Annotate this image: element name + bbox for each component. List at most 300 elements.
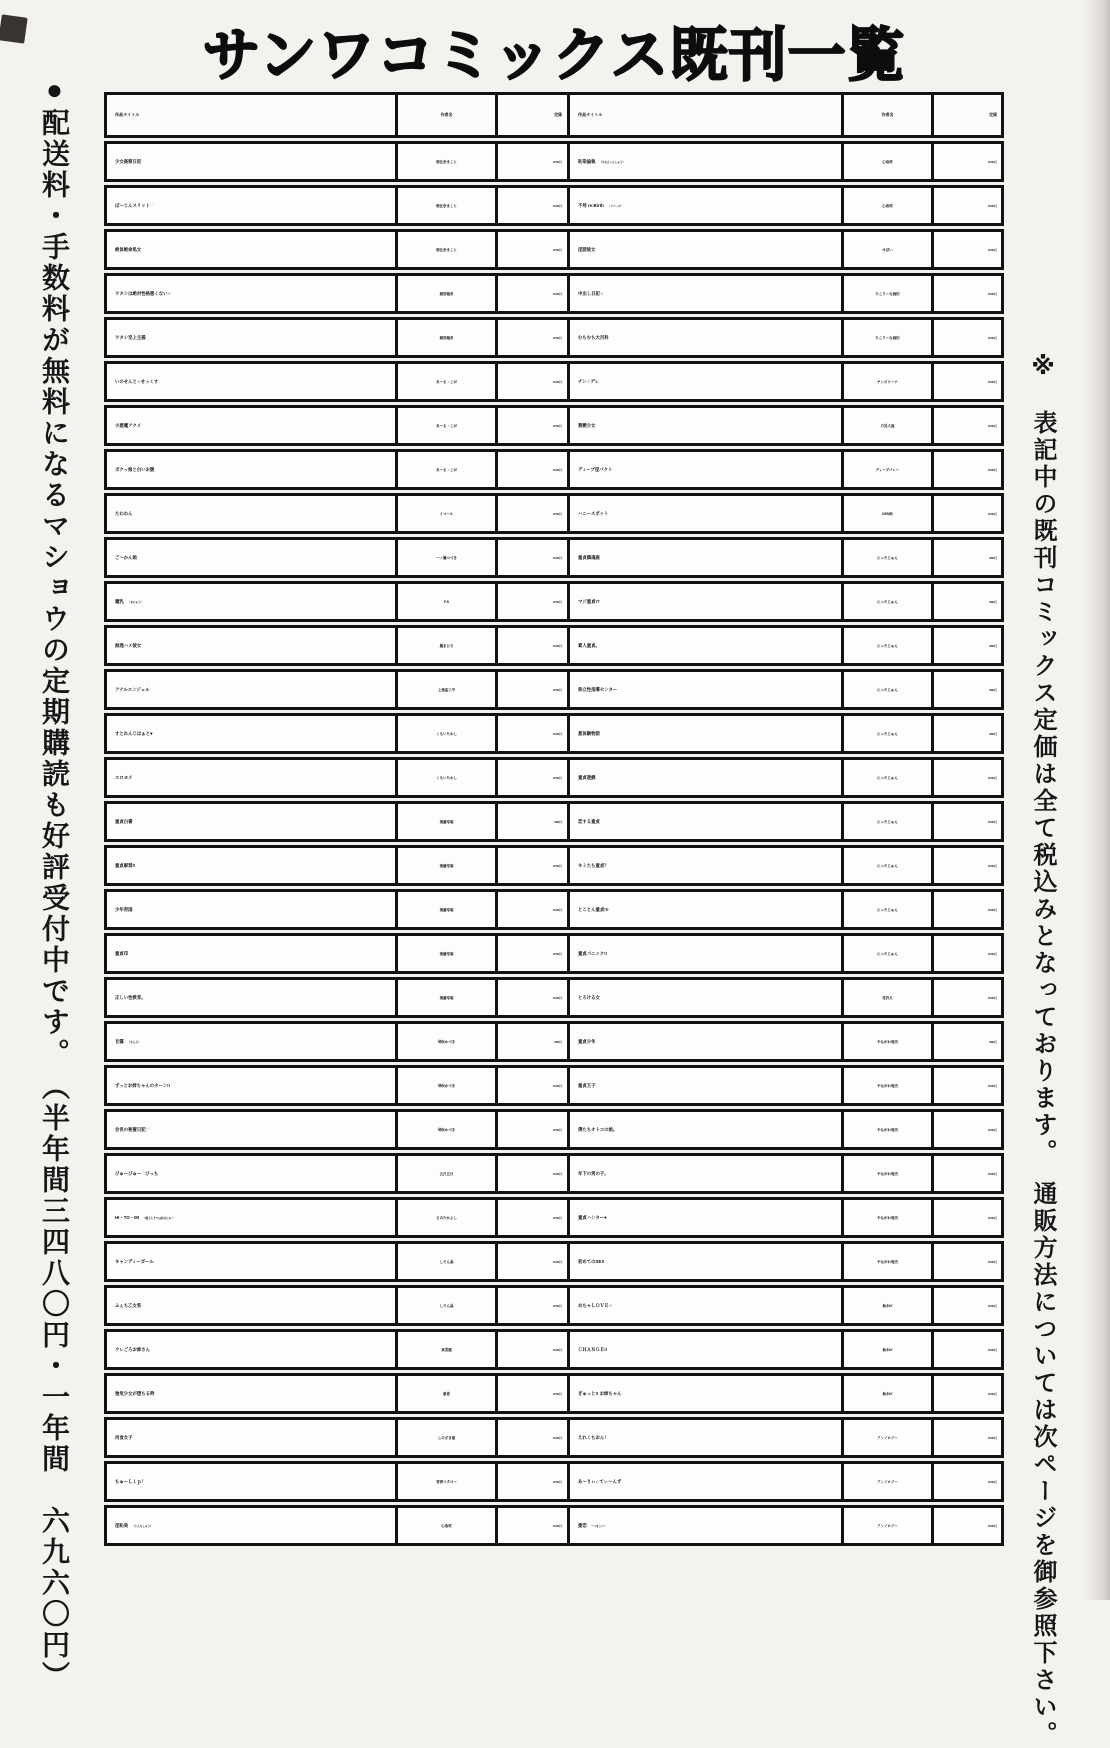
author-cell-left <box>395 936 495 971</box>
author-cell-left <box>395 408 495 443</box>
price-cell-left <box>495 188 567 223</box>
price-value: 1000円 <box>552 599 562 604</box>
price-cell-right <box>931 320 1001 355</box>
title-cell-left <box>107 980 395 1015</box>
price-cell-left <box>495 1332 567 1367</box>
title-text: とろける女 <box>578 994 600 1000</box>
price-cell-left <box>495 584 567 619</box>
author-cell-left <box>395 1068 495 1103</box>
title-text: ワタシ至上主義 <box>115 334 146 340</box>
title-cell-left <box>107 188 395 223</box>
title-text: 童貞遊戯 <box>578 774 596 780</box>
price-value: 1000円 <box>987 1171 997 1176</box>
price-value: 1000円 <box>552 467 562 472</box>
title-text: 童貞パニック!! <box>578 950 607 956</box>
table-body <box>104 141 1004 1546</box>
price-value: 980円 <box>989 599 997 604</box>
title-cell-left <box>107 144 395 179</box>
author-cell-right <box>841 892 931 927</box>
title-cell-left <box>107 760 395 795</box>
price-cell-right <box>931 1376 1001 1411</box>
scan-artifact-mark <box>0 14 28 43</box>
author-name: 宵野コタロー <box>436 1480 457 1484</box>
title-text: 不埒 re:Birth <box>578 202 604 208</box>
author-name: 朝比奈まこと <box>436 204 457 208</box>
author-name: 後藤寿庵 <box>439 952 454 956</box>
table-row <box>104 1109 1004 1150</box>
title-cell-right <box>567 760 841 795</box>
price-value: 1000円 <box>987 1523 997 1528</box>
header-title-left: 作品タイトル <box>115 112 140 117</box>
table-row <box>104 1021 1004 1062</box>
table-row <box>104 1329 1004 1370</box>
title-text: 初めてのSEX <box>578 1258 605 1264</box>
author-cell-right <box>841 1420 931 1455</box>
table-row <box>104 889 1004 930</box>
author-name: にったじゅん <box>877 952 898 956</box>
price-value: 1000円 <box>552 863 562 868</box>
author-name: にったじゅん <box>877 732 898 736</box>
price-value: 1000円 <box>987 335 997 340</box>
title-text: あ〜りぃ☆てぃ〜んず <box>578 1478 622 1484</box>
title-cell-left <box>107 892 395 927</box>
price-cell-right <box>931 364 1001 399</box>
price-value: 1000円 <box>552 687 562 692</box>
price-value: 1000円 <box>987 511 997 516</box>
price-cell-left <box>495 892 567 927</box>
price-value: 1000円 <box>552 907 562 912</box>
author-cell-left <box>395 760 495 795</box>
author-name: 綾那瑞奇 <box>439 336 454 340</box>
author-name: 後藤寿庵 <box>439 996 454 1000</box>
price-value: 1000円 <box>987 467 997 472</box>
price-cell-left <box>495 1156 567 1191</box>
price-cell-right <box>931 1068 1001 1103</box>
price-value: 1000円 <box>987 291 997 296</box>
title-cell-left <box>107 804 395 839</box>
price-value: 1000円 <box>987 379 997 384</box>
price-value: 1000円 <box>552 1259 562 1264</box>
author-cell-right <box>841 1112 931 1147</box>
title-cell-right <box>567 1200 841 1235</box>
price-cell-left <box>495 408 567 443</box>
title-text: ば〜じんスリット♡ <box>115 202 154 208</box>
price-value: 980円 <box>989 555 997 560</box>
price-value: 1000円 <box>552 1523 562 1528</box>
title-cell-right <box>567 1112 841 1147</box>
table-row <box>104 625 1004 666</box>
title-cell-right <box>567 628 841 663</box>
title-text: ディープ淫パクト <box>578 466 613 472</box>
author-cell-right <box>841 1024 931 1059</box>
price-value: 1000円 <box>552 1171 562 1176</box>
author-cell-right <box>841 936 931 971</box>
author-name: 月見大福 <box>880 424 895 428</box>
author-cell-right <box>841 1288 931 1323</box>
title-cell-right <box>567 1332 841 1367</box>
title-cell-left <box>107 1156 395 1191</box>
author-name: アンソロジー <box>877 1436 898 1440</box>
price-cell-right <box>931 848 1001 883</box>
price-value: 980円 <box>989 731 997 736</box>
author-name: たこりーな画伯 <box>875 336 900 340</box>
title-text: とことん童貞!!! <box>578 906 609 912</box>
title-cell-left <box>107 452 395 487</box>
table-row <box>104 185 1004 226</box>
table-row <box>104 229 1004 270</box>
title-text: 年下の男の子。 <box>578 1170 609 1176</box>
title-text: 童貞印 <box>115 950 129 956</box>
price-value: 1000円 <box>552 379 562 384</box>
title-text: 甘露 <box>115 1038 124 1044</box>
title-text: 童貞鎮魂姦 <box>578 554 600 560</box>
author-cell-left <box>395 716 495 751</box>
author-name: たこりーな画伯 <box>875 292 900 296</box>
author-cell-right <box>841 848 931 883</box>
price-cell-right <box>931 1288 1001 1323</box>
author-cell-left <box>395 804 495 839</box>
tax-note-vertical: ※ 表記中の既刊コミックス定価は全て税込みとなっております。 通販方法については次ページを御参照下さい。 <box>1029 352 1056 1748</box>
price-cell-left <box>495 364 567 399</box>
price-value: 1000円 <box>552 1215 562 1220</box>
table-row <box>104 669 1004 710</box>
title-text: 魔乳 <box>115 598 124 604</box>
title-text: 小悪魔アクメ <box>115 422 142 428</box>
table-row <box>104 933 1004 974</box>
author-cell-left <box>395 1244 495 1279</box>
table-row <box>104 1461 1004 1502</box>
title-cell-right <box>567 892 841 927</box>
subscription-note-vertical: ●配送料・手数料が無料になるマショウの定期購読も好評受付中です。 （半年間三四八〇円・一年間 六九六〇円） <box>39 74 70 1692</box>
price-cell-right <box>931 1420 1001 1455</box>
author-name: 鳳まひろ <box>439 644 454 648</box>
price-value: 1000円 <box>987 1347 997 1352</box>
author-name: やながわ理央 <box>877 1040 898 1044</box>
author-name: やながわ理央 <box>877 1260 898 1264</box>
title-text: ぎゅっと!! お姉ちゃん <box>578 1390 622 1396</box>
price-value: 1000円 <box>552 159 562 164</box>
title-cell-right <box>567 408 841 443</box>
author-name: 東雲龍 <box>441 1348 452 1352</box>
title-cell-right <box>567 672 841 707</box>
table-row <box>104 581 1004 622</box>
table-row <box>104 493 1004 534</box>
title-text: キャンディーガール <box>115 1258 154 1264</box>
author-name: 一ノ瀬つづき <box>436 556 457 560</box>
price-value: 1000円 <box>552 555 562 560</box>
author-name: くもいたかし <box>436 732 457 736</box>
table-row <box>104 273 1004 314</box>
price-cell-right <box>931 1332 1001 1367</box>
author-cell-right <box>841 628 931 663</box>
price-cell-left <box>495 144 567 179</box>
price-cell-left <box>495 672 567 707</box>
title-text: ご〜かん娘 <box>115 554 137 560</box>
title-cell-right <box>567 1420 841 1455</box>
title-cell-left <box>107 1508 395 1543</box>
price-cell-right <box>931 232 1001 267</box>
table-row <box>104 537 1004 578</box>
author-cell-right <box>841 188 931 223</box>
title-text: 県立性指導センター <box>578 686 618 692</box>
price-value: 1000円 <box>552 731 562 736</box>
title-cell-right <box>567 848 841 883</box>
title-cell-left <box>107 936 395 971</box>
table-row <box>104 801 1004 842</box>
title-reading: （リバース） <box>607 204 623 208</box>
price-value: 1000円 <box>552 335 562 340</box>
price-cell-left <box>495 320 567 355</box>
title-cell-right <box>567 364 841 399</box>
price-cell-left <box>495 1112 567 1147</box>
price-value: 1000円 <box>552 1303 562 1308</box>
title-text: 中出し日記☆ <box>578 290 604 296</box>
title-cell-left <box>107 716 395 751</box>
author-cell-left <box>395 1420 495 1455</box>
author-name: 心島咲 <box>882 204 893 208</box>
title-cell-right <box>567 980 841 1015</box>
table-row <box>104 449 1004 490</box>
title-cell-left <box>107 364 395 399</box>
author-cell-right <box>841 716 931 751</box>
author-cell-left <box>395 320 495 355</box>
price-value: 980円 <box>989 643 997 648</box>
title-cell-left <box>107 1068 395 1103</box>
table-row <box>104 361 1004 402</box>
price-value: 1000円 <box>552 1435 562 1440</box>
author-cell-right <box>841 980 931 1015</box>
author-cell-left <box>395 892 495 927</box>
title-cell-left <box>107 1420 395 1455</box>
author-cell-right <box>841 672 931 707</box>
author-cell-right <box>841 320 931 355</box>
title-text: 猥褻少女 <box>578 422 596 428</box>
title-text: 正しい性教育。 <box>115 994 146 1000</box>
price-value: 1000円 <box>987 159 997 164</box>
title-text: 童貞王子 <box>578 1082 596 1088</box>
price-cell-right <box>931 1156 1001 1191</box>
price-value: 1000円 <box>987 1435 997 1440</box>
title-text: 恋する童貞 <box>578 818 600 824</box>
author-name: 後藤寿庵 <box>439 820 454 824</box>
price-value: 1000円 <box>552 511 562 516</box>
title-text: 少女姦察日記 <box>115 158 142 164</box>
author-cell-left <box>395 188 495 223</box>
price-value: 1000円 <box>552 1391 562 1396</box>
author-name: 柚木N' <box>882 1392 893 1396</box>
title-text: 童貞ハンター♥ <box>578 1214 607 1220</box>
price-cell-left <box>495 232 567 267</box>
author-name: 琴吹かづき <box>437 1040 456 1044</box>
author-cell-left <box>395 584 495 619</box>
title-text: 童貞白書 <box>115 818 133 824</box>
price-cell-right <box>931 760 1001 795</box>
table-row <box>104 405 1004 446</box>
price-cell-right <box>931 188 1001 223</box>
author-name: にったじゅん <box>877 600 898 604</box>
header-author-right: 作者名 <box>841 95 931 135</box>
title-text: ウレごろお姉さん <box>115 1346 150 1352</box>
title-text: キミたち童貞？ <box>578 862 609 868</box>
author-name: にったじゅん <box>877 776 898 780</box>
author-name: 柚木N' <box>882 1348 893 1352</box>
author-name: イコール <box>439 512 454 516</box>
title-cell-left <box>107 584 395 619</box>
title-text: 童貞少年 <box>578 1038 596 1044</box>
author-cell-right <box>841 760 931 795</box>
author-cell-right <box>841 540 931 575</box>
price-cell-left <box>495 540 567 575</box>
price-cell-right <box>931 540 1001 575</box>
title-text: チン☆デレ <box>578 378 600 384</box>
table-row <box>104 845 1004 886</box>
price-cell-left <box>495 1068 567 1103</box>
author-name: 花沢太 <box>882 996 893 1000</box>
price-value: 1000円 <box>552 423 562 428</box>
author-name: さのたかよし <box>436 1216 457 1220</box>
author-cell-right <box>841 584 931 619</box>
author-name: やながわ理央 <box>877 1172 898 1176</box>
price-cell-left <box>495 1464 567 1499</box>
title-reading: （いんちしゅう） <box>132 1524 153 1528</box>
author-name: やながわ理央 <box>877 1216 898 1220</box>
price-cell-right <box>931 144 1001 179</box>
title-cell-left <box>107 1112 395 1147</box>
table-row <box>104 1153 1004 1194</box>
page-title: サンワコミックス既刊一覧 <box>202 23 906 88</box>
price-cell-left <box>495 804 567 839</box>
title-cell-right <box>567 1376 841 1411</box>
title-cell-right <box>567 936 841 971</box>
title-text: 妻恋 <box>578 1522 587 1528</box>
price-value: 1000円 <box>552 995 562 1000</box>
author-name: 柚木N' <box>882 1304 893 1308</box>
price-cell-right <box>931 1508 1001 1543</box>
title-text: HI・TO・MI <box>115 1214 139 1220</box>
price-cell-right <box>931 1200 1001 1235</box>
title-cell-right <box>567 1244 841 1279</box>
price-value: 1000円 <box>552 775 562 780</box>
title-text: 無理ハメ彼女 <box>115 642 142 648</box>
author-cell-left <box>395 540 495 575</box>
price-value: 1000円 <box>987 1127 997 1132</box>
table-row <box>104 1373 1004 1414</box>
author-cell-left <box>395 232 495 267</box>
price-value: 1000円 <box>552 1127 562 1132</box>
title-text: 童貞解禁!! <box>115 862 136 868</box>
author-cell-right <box>841 1244 931 1279</box>
price-cell-left <box>495 496 567 531</box>
title-cell-left <box>107 496 395 531</box>
price-cell-left <box>495 760 567 795</box>
price-value: 1000円 <box>987 1479 997 1484</box>
table-row <box>104 757 1004 798</box>
price-cell-left <box>495 716 567 751</box>
price-cell-right <box>931 1024 1001 1059</box>
author-name: にったじゅん <box>877 864 898 868</box>
price-cell-right <box>931 1112 1001 1147</box>
title-cell-right <box>567 1464 841 1499</box>
author-cell-right <box>841 408 931 443</box>
author-name: あ〜る・こが <box>436 424 457 428</box>
author-name: アンソロジー <box>877 1524 898 1528</box>
price-value: 1000円 <box>987 1259 997 1264</box>
title-cell-left <box>107 320 395 355</box>
author-name: せぼい <box>882 248 893 252</box>
price-value: 1000円 <box>987 1391 997 1396</box>
title-cell-left <box>107 1244 395 1279</box>
price-cell-left <box>495 1288 567 1323</box>
title-text: ＣＨＡＮＧＥ!! <box>578 1346 608 1352</box>
table-row <box>104 713 1004 754</box>
author-cell-right <box>841 1200 931 1235</box>
price-cell-left <box>495 276 567 311</box>
author-cell-left <box>395 1200 495 1235</box>
title-cell-left <box>107 1376 395 1411</box>
title-cell-right <box>567 1024 841 1059</box>
title-text: 少年帝国 <box>115 906 133 912</box>
title-cell-left <box>107 276 395 311</box>
title-cell-left <box>107 628 395 663</box>
price-cell-left <box>495 980 567 1015</box>
author-cell-left <box>395 1156 495 1191</box>
price-value: 980円 <box>989 687 997 692</box>
title-cell-left <box>107 540 395 575</box>
title-text: 絶体絶命処女 <box>115 246 142 252</box>
price-cell-right <box>931 628 1001 663</box>
title-text: 僕たちオトコの娘。 <box>578 1126 618 1132</box>
author-cell-right <box>841 452 931 487</box>
author-name: F.S <box>443 599 449 604</box>
author-cell-left <box>395 496 495 531</box>
title-cell-left <box>107 1288 395 1323</box>
price-cell-left <box>495 1244 567 1279</box>
price-value: 1000円 <box>552 1347 562 1352</box>
table-row <box>104 1505 1004 1546</box>
price-cell-left <box>495 452 567 487</box>
price-value: 1000円 <box>987 1303 997 1308</box>
price-cell-right <box>931 1244 1001 1279</box>
price-cell-right <box>931 980 1001 1015</box>
title-text: いのせんと☆せっくす <box>115 378 159 384</box>
title-cell-right <box>567 584 841 619</box>
table-row <box>104 141 1004 182</box>
author-cell-left <box>395 672 495 707</box>
title-cell-right <box>567 1068 841 1103</box>
table-header-row <box>104 92 1004 138</box>
table-row <box>104 1065 1004 1106</box>
title-text: アナルエンジェル <box>115 686 150 692</box>
price-value: 1000円 <box>987 819 997 824</box>
comics-table <box>104 92 1004 1549</box>
title-text: 素人童貞。 <box>578 642 600 648</box>
title-reading: 〜つまこい〜 <box>590 1524 607 1528</box>
price-value: 1000円 <box>987 1083 997 1088</box>
author-cell-left <box>395 1332 495 1367</box>
author-cell-left <box>395 1508 495 1543</box>
author-name: 後藤寿庵 <box>439 908 454 912</box>
author-name: チンズリーナ <box>877 380 898 384</box>
title-cell-right <box>567 144 841 179</box>
price-value: 1000円 <box>987 995 997 1000</box>
price-value: 1000円 <box>987 907 997 912</box>
price-value: 1000円 <box>987 203 997 208</box>
price-value: 1000円 <box>987 423 997 428</box>
price-cell-left <box>495 1200 567 1235</box>
title-text: たわわん <box>115 510 133 516</box>
author-name: アンソロジー <box>877 1480 898 1484</box>
author-cell-left <box>395 1376 495 1411</box>
